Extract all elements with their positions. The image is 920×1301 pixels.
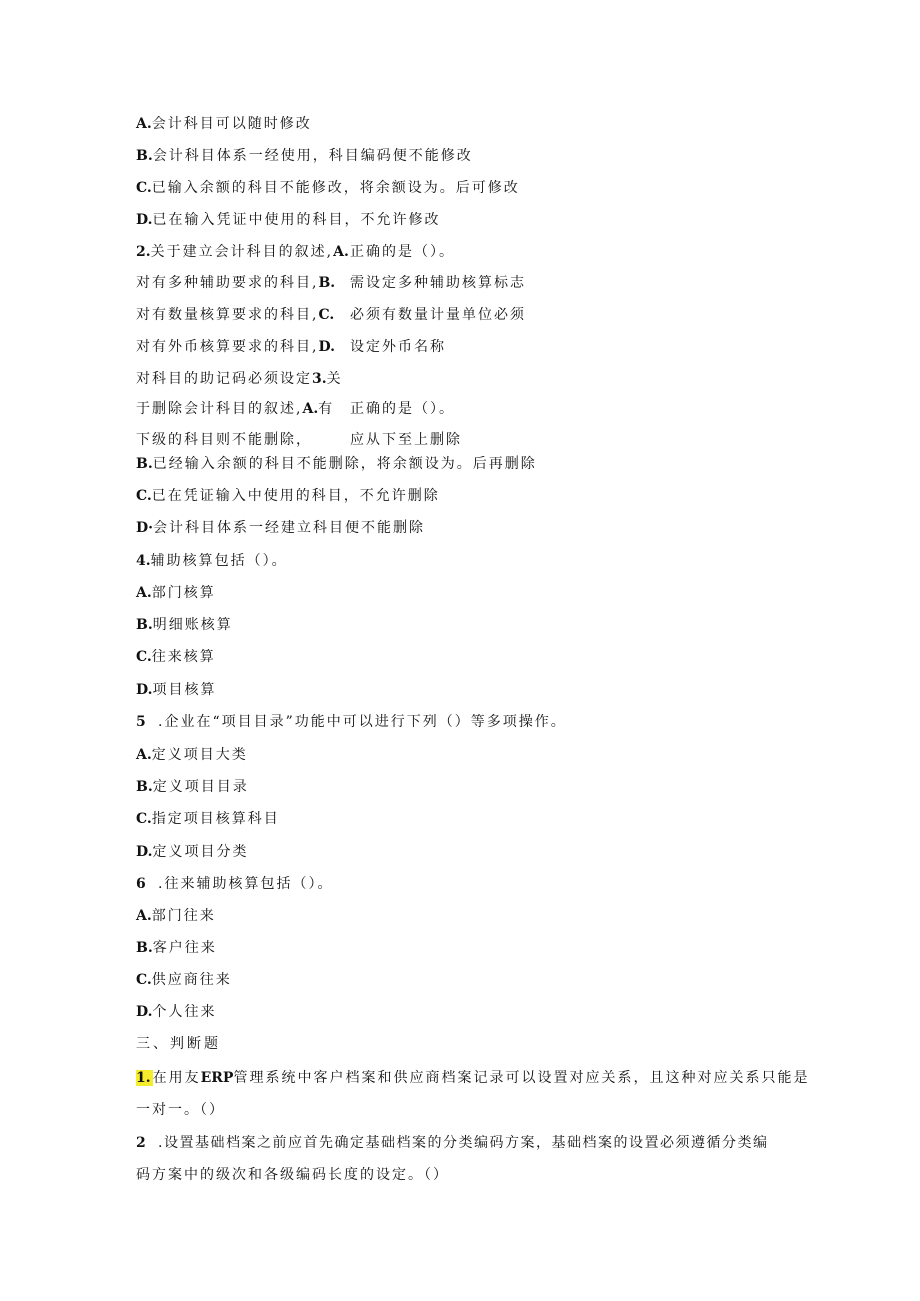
- option-key: A.: [136, 747, 152, 763]
- question-text-erp: ERP: [200, 1070, 234, 1086]
- option-key: C.: [136, 972, 152, 988]
- question-stem: 于删除会计科目的叙述,: [136, 401, 303, 417]
- q6-option-b: [136, 938, 217, 958]
- option-text: 已经输入余额的科目不能删除，将余额设为。后再删除: [152, 456, 537, 472]
- q2-line-5: [136, 369, 343, 389]
- option-key: C.: [136, 811, 152, 827]
- option-key: B.: [136, 617, 153, 633]
- q1-option-b: [136, 146, 473, 166]
- q4-option-a: [136, 583, 216, 603]
- option-text: 往来核算: [151, 649, 216, 665]
- q5-stem: .企业在“项目目录”功能中可以进行下列（）等多项操作。: [158, 714, 567, 730]
- option-key: A.: [136, 116, 152, 132]
- q6-option-a: [136, 906, 216, 926]
- question-stem: 辅助核算包括（）。: [150, 553, 288, 569]
- q3-option-c: [136, 486, 440, 506]
- q5-option-d: [136, 842, 249, 862]
- q2-line-3: [136, 305, 334, 325]
- option-text: 已输入余额的科目不能修改，将余额设为。后可修改: [151, 180, 520, 196]
- question-stem: 关: [326, 371, 343, 387]
- q2-line-1-right: 正确的是（）。: [350, 244, 455, 260]
- q2-line-4: [136, 337, 335, 357]
- question-number: 5: [136, 714, 146, 730]
- option-key: C.: [318, 307, 335, 323]
- q3-option-d: [136, 518, 425, 538]
- q1-option-d: [136, 210, 441, 230]
- j2-line-1: .设置基础档案之前应首先确定基础档案的分类编码方案，基础档案的设置必须遵循分类编: [158, 1135, 769, 1151]
- question-number: 2.: [136, 244, 151, 260]
- question-number: 6: [136, 876, 146, 892]
- option-key: D.: [136, 1004, 153, 1020]
- question-stem: 关于建立会计科目的叙述,: [150, 244, 334, 260]
- question-number: 4.: [136, 553, 151, 569]
- q4-option-c: [136, 647, 216, 667]
- q5-option-a: [136, 745, 248, 765]
- q5-option-b: [136, 777, 249, 797]
- option-text: 会计科目体系一经使用，科目编码便不能修改: [152, 148, 473, 164]
- option-text: 部门往来: [151, 908, 216, 924]
- section-heading: 三、判断题: [136, 1036, 221, 1052]
- q3-option-b: [136, 454, 537, 474]
- option-text: 定义项目分类: [152, 844, 249, 860]
- q4-stem: [136, 551, 288, 571]
- q3-line-2-right: 应从下至上删除: [350, 432, 462, 448]
- j2-number: [136, 1133, 146, 1153]
- q2-line-1: [136, 242, 349, 262]
- option-text: 供应商往来: [151, 972, 232, 988]
- option-text: 定义项目目录: [152, 779, 249, 795]
- option-text: 部门核算: [151, 585, 216, 601]
- j2-line-2: 码方案中的级次和各级编码长度的设定。（）: [136, 1167, 449, 1183]
- option-key: D.: [136, 212, 153, 228]
- option-text: 客户往来: [152, 940, 217, 956]
- option-key: C.: [136, 180, 152, 196]
- q2-line-2: [136, 273, 335, 293]
- q2-line-4-right: 设定外币名称: [350, 339, 446, 355]
- option-text: 定义项目大类: [151, 747, 248, 763]
- q1-option-c: [136, 178, 520, 198]
- option-key: D.: [136, 844, 153, 860]
- option-key: B.: [136, 779, 153, 795]
- option-text: 对科目的助记码必须设定: [136, 371, 312, 387]
- option-key: B.: [136, 148, 153, 164]
- option-text: 对有数量核算要求的科目,: [136, 307, 319, 323]
- option-key: D·: [136, 520, 154, 536]
- question-number-highlighted: 1.: [136, 1070, 151, 1086]
- j1-line-2: 一对一。（）: [136, 1102, 225, 1118]
- option-text: 已在凭证输入中使用的科目，不允许删除: [151, 488, 440, 504]
- question-text: 管理系统中客户档案和供应商档案记录可以设置对应关系，且这种对应关系只能是: [233, 1070, 810, 1086]
- option-text: 个人往来: [152, 1004, 217, 1020]
- option-key: D.: [136, 682, 153, 698]
- option-key: A.: [333, 244, 349, 260]
- option-key: C.: [136, 488, 152, 504]
- option-text: 已在输入凭证中使用的科目，不允许修改: [152, 212, 441, 228]
- q1-option-a: [136, 114, 312, 134]
- q3-line-2: 下级的科目则不能删除，: [136, 432, 312, 448]
- option-key: C.: [136, 649, 152, 665]
- question-number: 3.: [312, 371, 327, 387]
- j1-line-1: [136, 1068, 809, 1088]
- q2-line-3-right: 必须有数量计量单位必须: [350, 307, 526, 323]
- option-key: A.: [302, 401, 319, 417]
- q3-line-1: [136, 399, 334, 419]
- option-text: 会计科目可以随时修改: [151, 116, 312, 132]
- q3-line-1-right: 正确的是（）。: [350, 401, 455, 417]
- option-key: B.: [136, 456, 153, 472]
- q5-number: [136, 712, 146, 732]
- option-text: 明细账核算: [152, 617, 233, 633]
- q4-option-d: [136, 680, 217, 700]
- q5-option-c: [136, 809, 280, 829]
- question-number: 2: [136, 1135, 146, 1151]
- option-text: 有: [318, 401, 335, 417]
- q2-line-2-right: 需设定多种辅助核算标志: [350, 275, 526, 291]
- option-text: 对有外币核算要求的科目,: [136, 339, 319, 355]
- option-text: 对有多种辅助要求的科目,: [136, 275, 319, 291]
- option-key: B.: [318, 275, 336, 291]
- option-text: 会计科目体系一经建立科目便不能删除: [153, 520, 426, 536]
- q6-option-d: [136, 1002, 217, 1022]
- q6-stem: .往来辅助核算包括（）。: [158, 876, 334, 892]
- option-text: 指定项目核算科目: [151, 811, 280, 827]
- option-key: B.: [136, 940, 153, 956]
- q6-number: [136, 874, 146, 894]
- q4-option-b: [136, 615, 233, 635]
- option-key: A.: [136, 585, 152, 601]
- q6-option-c: [136, 970, 232, 990]
- question-text: 在用友: [152, 1070, 201, 1086]
- option-key: A.: [136, 908, 152, 924]
- option-text: 项目核算: [152, 682, 217, 698]
- option-key: D.: [318, 339, 335, 355]
